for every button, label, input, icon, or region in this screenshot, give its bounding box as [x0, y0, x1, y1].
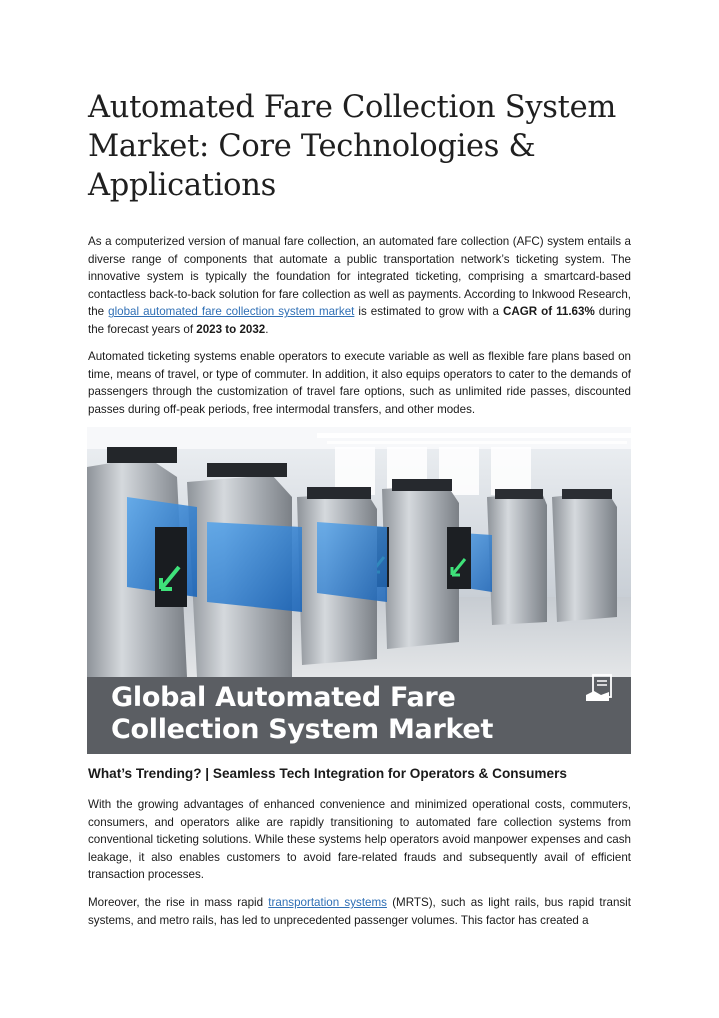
ticketing-paragraph: Automated ticketing systems enable operators to execute variable as well as flexible fare plans based on time, means of travel, or type of commuter. In addition, it also equips operators to cater to the demands of passengers through the customization of travel fare options, such as unlimited ride passes, discounted passes during off-peak periods, free intermodal transfers, and other modes.: [88, 350, 631, 416]
forecast-years: 2023 to 2032: [196, 322, 266, 336]
banner-line-1: Global Automated Fare: [111, 682, 456, 713]
fare-gates-image: [87, 427, 631, 754]
cagr-value: CAGR of 11.63%: [502, 305, 595, 319]
title-line-2: Market: Core Technologies &: [88, 129, 536, 164]
mrts-text-2: (MRTS), such as light rails, bus rapid transit systems, and metro rails, has led to unprecedented passenger volumes. This factor has created a: [88, 896, 631, 927]
intro-paragraph: [88, 233, 631, 339]
intro-text-3: during the forecast years of: [88, 305, 631, 336]
mrts-text-1: Moreover, the rise in mass rapid: [88, 896, 269, 909]
market-report-icon: [583, 671, 617, 705]
mrts-paragraph: [88, 894, 631, 929]
banner-line-2: Collection System Market: [111, 714, 494, 745]
title-line-3: Applications: [88, 168, 276, 203]
intro-text-4: .: [265, 322, 269, 336]
title-line-1: Automated Fare Collection System: [88, 90, 616, 125]
page-title: [88, 88, 648, 205]
section-heading: What’s Trending? | Seamless Tech Integration for Operators & Consumers: [88, 766, 567, 781]
market-report-link[interactable]: global automated fare collection system market: [108, 305, 355, 319]
intro-text-1: As a computerized version of manual fare collection, an automated fare collection (AFC) system entails a diverse range of components that automate a public transportation network’s ticketing system. The innovative system is typically the foundation for integrated ticketing, comprising a smartcard-based contactless back-to-back solution for fare collection as well as payments. According to Inkwood Research, the: [88, 235, 631, 319]
transportation-systems-link[interactable]: transportation systems: [268, 896, 387, 909]
trend-paragraph: With the growing advantages of enhanced convenience and minimized operational costs, commuters, consumers, and operators alike are rapidly transitioning to automated fare collection systems from conventional ticketing solutions. While these systems help operators avoid manpower expenses and cash leakage, it also enables customers to avoid fare-related frauds and subsequently avail of efficient transaction processes.: [88, 798, 631, 882]
intro-text-2: is estimated to grow with a: [354, 305, 503, 319]
